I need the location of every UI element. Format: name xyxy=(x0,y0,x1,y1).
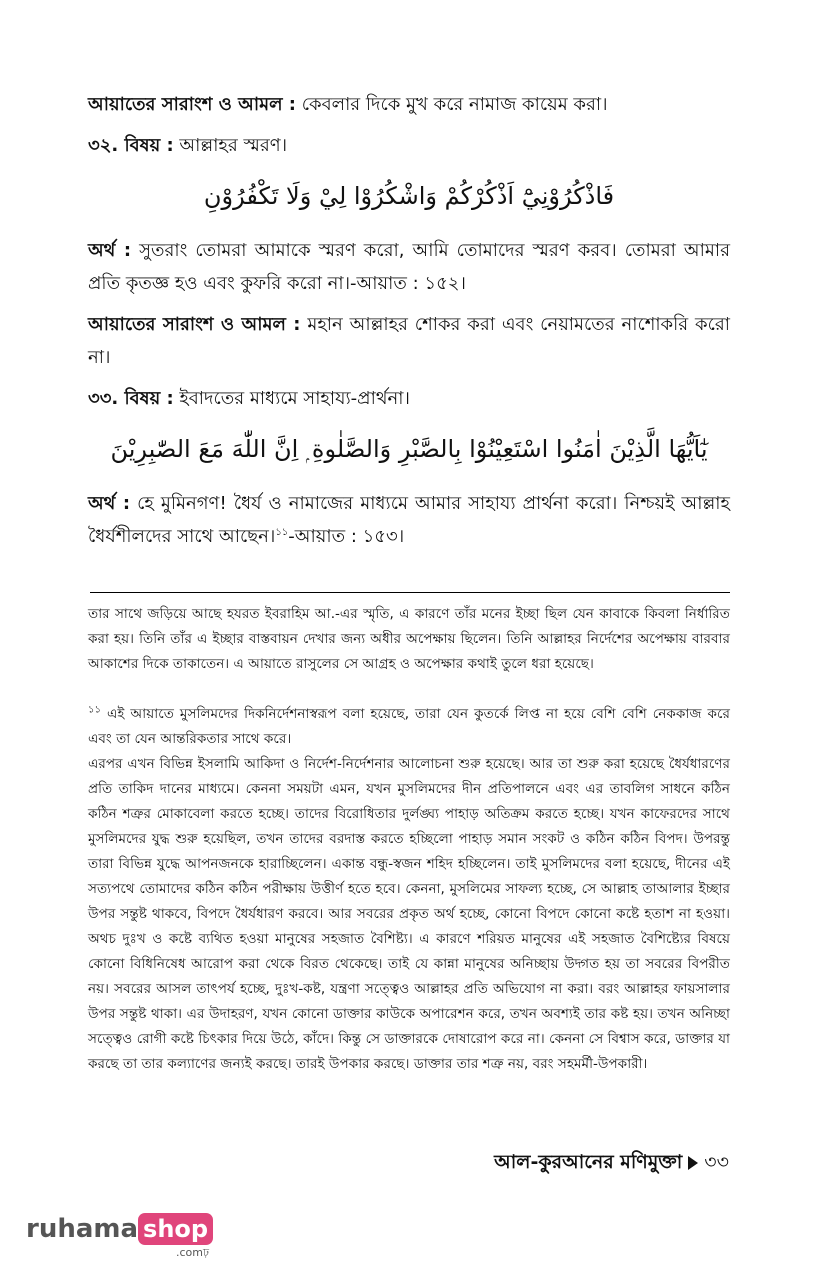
logo-text-shop: shop xyxy=(138,1213,213,1245)
paragraph-meaning-152 xyxy=(88,234,730,300)
summary-label: আয়াতের সারাংশ ও আমল : xyxy=(88,314,301,335)
topic-label: ৩২. বিষয় : xyxy=(88,135,174,156)
meaning-label: অর্থ : xyxy=(88,493,131,514)
paragraph-summary-1 xyxy=(88,88,730,121)
logo-text-ruhama: ruhama xyxy=(26,1214,139,1244)
paragraph-topic-33 xyxy=(88,382,730,415)
running-head xyxy=(494,1148,729,1180)
book-title: আল-কুরআনের মণিমুক্তা xyxy=(494,1151,683,1173)
summary-text: কেবলার দিকে মুখ করে নামাজ কায়েম করা। xyxy=(296,94,608,115)
triangle-icon xyxy=(688,1156,698,1170)
footnote-continued: তার সাথে জড়িয়ে আছে হযরত ইবরাহিম আ.-এর স্মৃতি, এ কারণে তাঁর মনের ইচ্ছা ছিল যেন কাবাকে কিবলা নির্ধারিত করা হয়। তিনি তাঁর এ ইচ্ছার বাস্তবায়ন দেখার জন্য অধীর অপেক্ষায় ছিলেন। তিনি আল্লাহর নির্দেশের অপেক্ষায় বারবার আকাশের দিকে তাকাতেন। এ আয়াতে রাসুলের সে আগ্রহ ও অপেক্ষার কথাই তুলে ধরা হয়েছে। xyxy=(88,606,730,672)
meaning-label: অর্থ : xyxy=(88,240,132,261)
topic-label: ৩৩. বিষয় : xyxy=(88,388,174,409)
logo-text-com: .comঢ় xyxy=(176,1246,209,1259)
verse-reference: -আয়াত : ১৫৩। xyxy=(288,526,405,547)
meaning-text: হে মুমিনগণ! ধৈর্য ও নামাজের মাধ্যমে আমার সাহায্য প্রার্থনা করো। নিশ্চয়ই আল্লাহ ধৈর্যশীলদের সাথে আছেন। xyxy=(88,493,730,547)
ruhamashop-logo xyxy=(26,1213,213,1259)
paragraph-meaning-153 xyxy=(88,487,730,553)
footnote-11-text: এই আয়াতে মুসলিমদের দিকনির্দেশনাস্বরূপ বলা হয়েছে, তারা যেন কুতর্কে লিপ্ত না হয়ে বেশি বেশি নেককাজ করে এবং তা যেন আন্তরিকতার সাথে করে। xyxy=(88,706,730,747)
paragraph-summary-2 xyxy=(88,308,730,374)
footnote-divider xyxy=(90,592,730,593)
main-text xyxy=(88,88,730,561)
arabic-verse-153: يٰٓاَيُّهَا الَّذِيْنَ اٰمَنُوا اسْتَعِيْنُوْا بِالصَّبْرِ وَالصَّلٰوةِ ۭ اِنَّ اللّٰهَ مَعَ الصّٰبِرِيْنَ xyxy=(110,435,708,463)
arabic-verse-152: فَاذْكُرُوْنِيْٓ اَذْكُرْكُمْ وَاشْكُرُوْا لِيْ وَلَا تَكْفُرُوْنِ xyxy=(203,182,615,210)
topic-text: আল্লাহর স্মরণ। xyxy=(173,135,288,156)
summary-label: আয়াতের সারাংশ ও আমল : xyxy=(88,94,297,115)
page-number: ৩৩ xyxy=(704,1151,729,1173)
footnote-11-marker: ১১ xyxy=(88,704,101,716)
paragraph-topic-32 xyxy=(88,129,730,162)
topic-text: ইবাদতের মাধ্যমে সাহায্য-প্রার্থনা। xyxy=(173,388,410,409)
summary-text: মহান আল্লাহর শোকর করা এবং নেয়ামতের নাশোকরি করো না। xyxy=(88,314,730,368)
meaning-text: সুতরাং তোমরা আমাকে স্মরণ করো, আমি তোমাদের স্মরণ করব। তোমরা আমার প্রতি কৃতজ্ঞ হও এবং কুফরি করো না।-আয়াত : ১৫২। xyxy=(88,240,730,294)
footnote-11-continued: এরপর এখন বিভিন্ন ইসলামি আকিদা ও নির্দেশ-নির্দেশনার আলোচনা শুরু হয়েছে। আর তা শুরু করা হয়েছে ধৈর্যধারণের প্রতি তাকিদ দানের মাধ্যমে। কেননা সময়টা এমন, যখন মুসলিমদের দীন প্রতিপালনে এবং এর তাবলিগ সাধনে কঠিন কঠিন শত্রুর মোকাবেলা করতে হচ্ছে। তাদের বিরোধিতার দুর্লঙ্ঘ্য পাহাড় অতিক্রম করতে হচ্ছে। যখন কাফেরদের সাথে মুসলিমদের যুদ্ধ শুরু হয়েছিল, তখন তাদের বরদাস্ত করতে হচ্ছিলো পাহাড় সমান সংকট ও কঠিন কঠিন বিপদ। উপরন্তু তারা বিভিন্ন যুদ্ধে আপনজনকে হারাচ্ছিলেন। একান্ত বন্ধু-স্বজন শহিদ হচ্ছিলেন। তাই মুসলিমদের বলা হয়েছে, দীনের এই সত্যপথে তোমাদের কঠিন কঠিন পরীক্ষায় উত্তীর্ণ হতে হবে। কেননা, মুসলিমের সাফল্য হচ্ছে, সে আল্লাহ তাআলার ইচ্ছার উপর সন্তুষ্ট থাকবে, বিপদে ধৈর্যধারণ করবে। আর সবরের প্রকৃত অর্থ হচ্ছে, কোনো বিপদে কোনো কষ্টে হতাশ না হওয়া। অথচ দুঃখ ও কষ্টে ব্যথিত হওয়া মানুষের সহজাত বৈশিষ্ট্য। এ কারণে শরিয়ত মানুষের এই সহজাত বৈশিষ্ট্যের বিষয়ে কোনো বিধিনিষেধ আরোপ করা থেকে বিরত থেকেছে। তাই যে কান্না মানুষের অনিচ্ছায় উদ্গত হয় তা সবরের বিপরীত নয়। সবরের আসল তাৎপর্য হচ্ছে, দুঃখ-কষ্ট, যন্ত্রণা সত্ত্বেও আল্লাহর প্রতি অভিযোগ না করা। বরং আল্লাহর ফায়সালার উপর সন্তুষ্ট থাকা। এর উদাহরণ, যখন কোনো ডাক্তার কাউকে অপারেশন করে, তখন অবশ্যই তার কষ্ট হয়। তখন অনিচ্ছা সত্ত্বেও রোগী কষ্টে চিৎকার দিয়ে উঠে, কাঁদে। কিন্তু সে ডাক্তারকে দোষারোপ করে না। কেননা সে বিশ্বাস করে, ডাক্তার যা করছে তা তার কল্যাণের জন্যই করছে। তারই উপকার করছে। ডাক্তার তার শত্রু নয়, বরং সহমর্মী-উপকারী। xyxy=(88,756,730,1072)
footnote-11 xyxy=(88,702,730,752)
footnote-marker: ১১ xyxy=(275,527,289,538)
